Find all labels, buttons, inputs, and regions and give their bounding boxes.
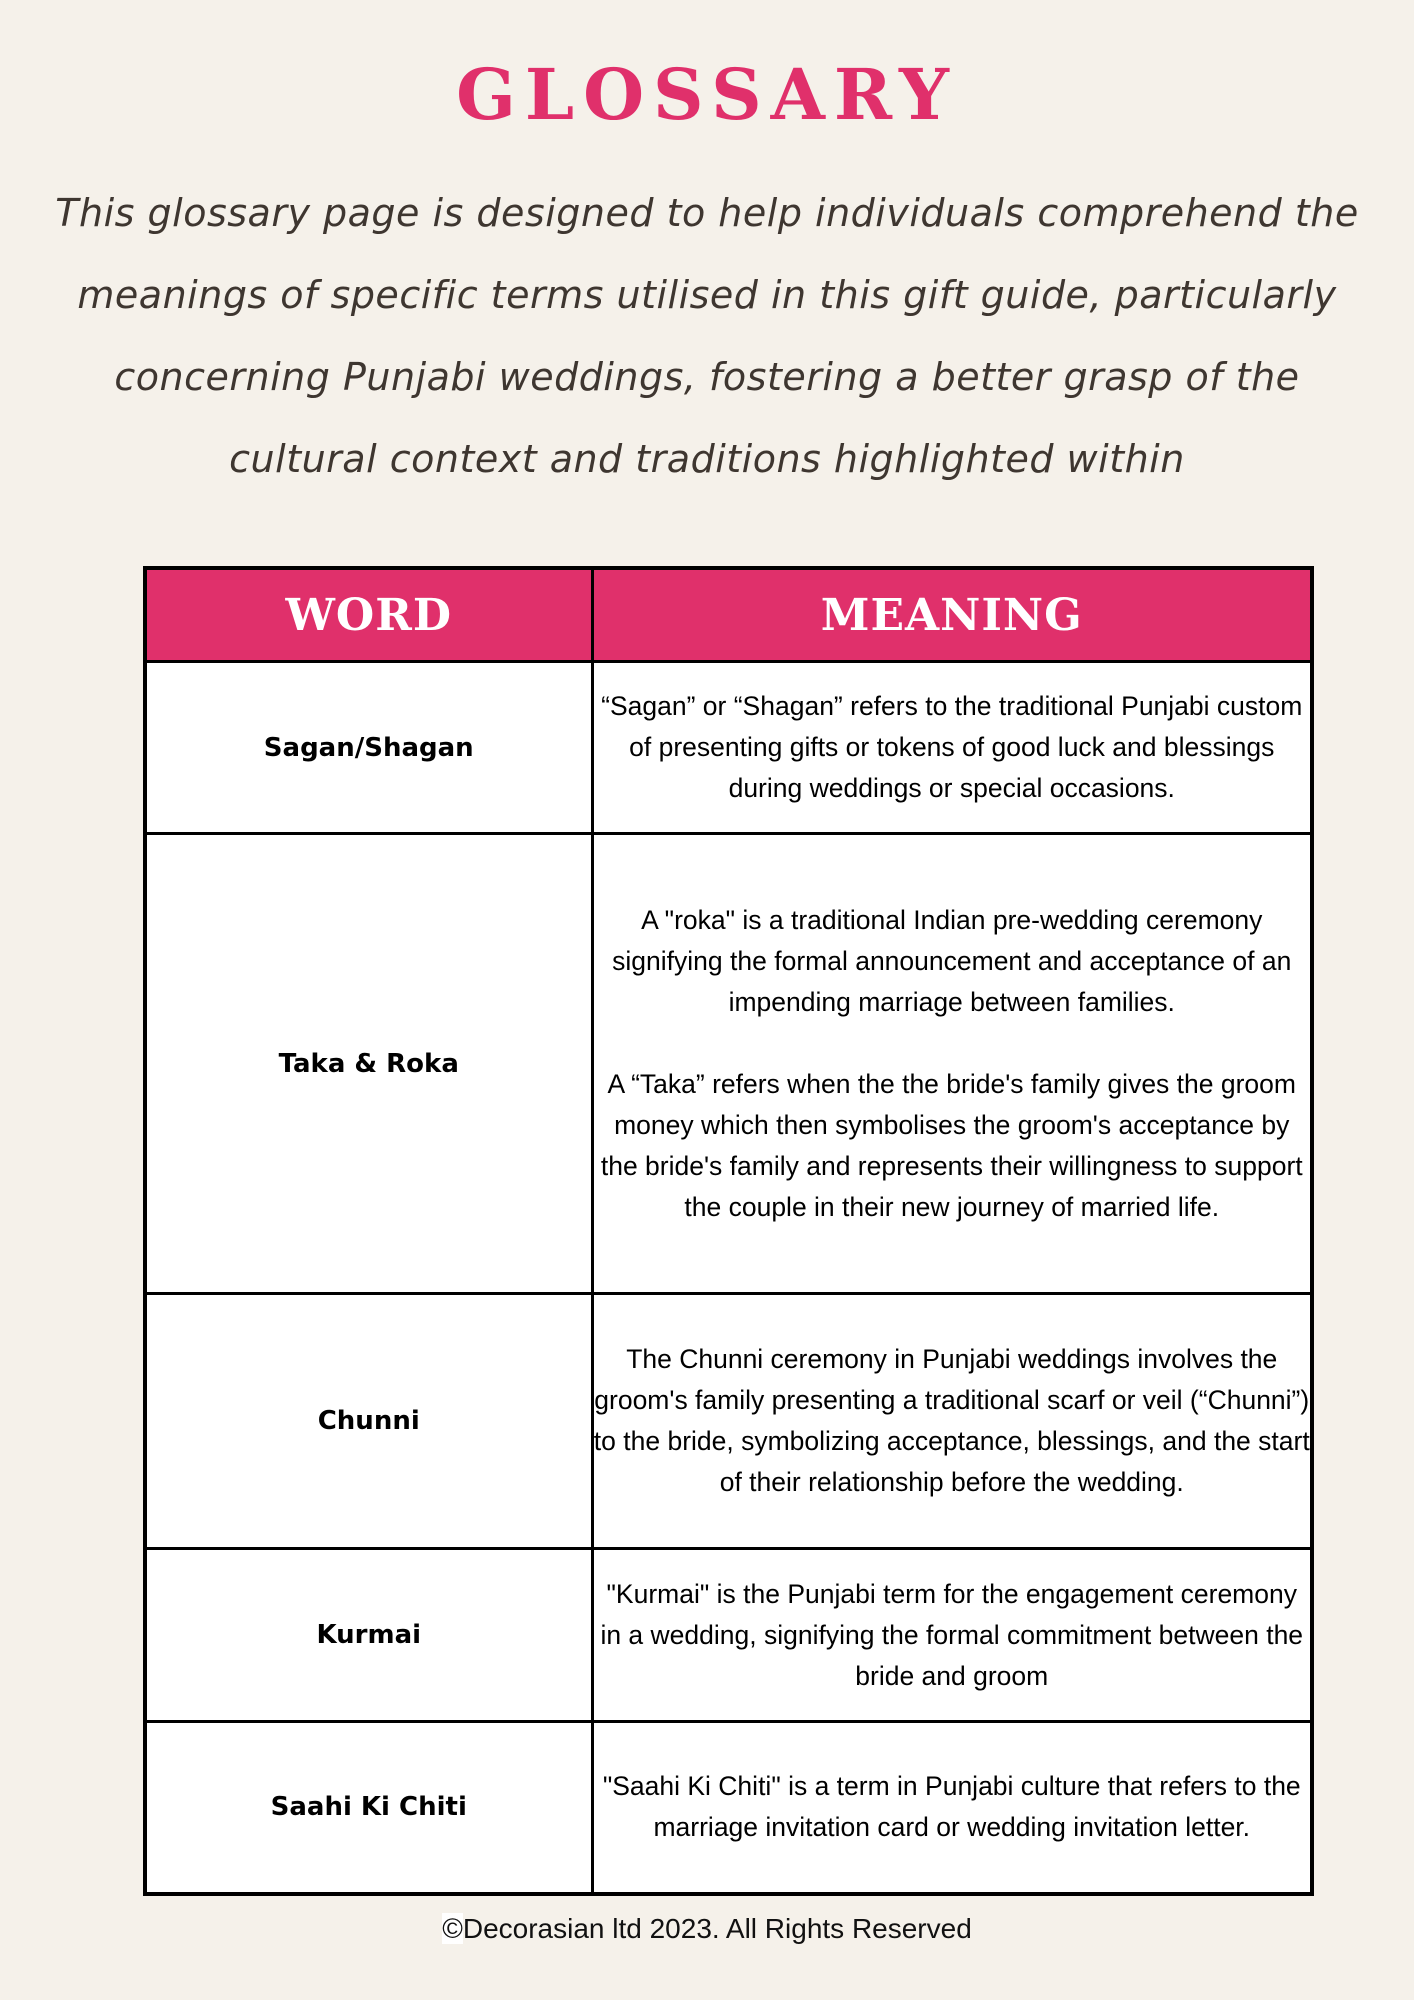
meaning-text: A "roka" is a traditional Indian pre-wedding ceremony signifying the formal announcement and acceptance of an impending marriage between families.: [612, 904, 1292, 1017]
table-row: [145, 662, 1312, 834]
meaning-cell: [592, 1722, 1312, 1894]
table-row: [145, 1722, 1312, 1894]
copyright-icon: ©: [442, 1913, 463, 1944]
word-cell: Taka & Roka: [145, 834, 592, 1294]
table-header-row: [145, 568, 1312, 662]
word-cell: Kurmai: [145, 1549, 592, 1722]
meaning-text: "Kurmai" is the Punjabi term for the engagement ceremony in a wedding, signifying the formal commitment between the bride and groom: [600, 1578, 1304, 1691]
word-cell: Sagan/Shagan: [145, 662, 592, 834]
table-row: [145, 1294, 1312, 1549]
meaning-text: “Sagan” or “Shagan” refers to the traditional Punjabi custom of presenting gifts or tokens of good luck and blessings during weddings or special occasions.: [601, 691, 1303, 803]
glossary-table: [143, 566, 1314, 1896]
meaning-text: "Saahi Ki Chiti" is a term in Punjabi culture that refers to the marriage invitation card or wedding invitation letter.: [602, 1771, 1301, 1843]
table-row: [145, 834, 1312, 1294]
meaning-cell: [592, 1294, 1312, 1549]
intro-paragraph: This glossary page is designed to help individuals comprehend the meanings of specific terms utilised in this gift guide, particularly concerning Punjabi weddings, fostering a better grasp of the cultural context and traditions highlighted within: [55, 191, 1359, 481]
copyright-text: Decorasian ltd 2023. All Rights Reserved: [462, 1913, 972, 1944]
header-word: WORD: [145, 568, 592, 662]
meaning-text: The Chunni ceremony in Punjabi weddings involves the groom's family presenting a traditional scarf or veil (“Chunni”) to the bride, symbolizing acceptance, blessings, and the start of their relationship before the wedding.: [593, 1344, 1310, 1497]
header-meaning: MEANING: [592, 568, 1312, 662]
page-title: GLOSSARY: [456, 53, 958, 136]
word-cell: Chunni: [145, 1294, 592, 1549]
word-cell: Saahi Ki Chiti: [145, 1722, 592, 1894]
table-row: [145, 1549, 1312, 1722]
meaning-text: A “Taka” refers when the the bride's family gives the groom money which then symbolises the groom's acceptance by the bride's family and represents their willingness to support the couple in their new journey of married life.: [600, 1068, 1303, 1222]
meaning-cell: [592, 662, 1312, 834]
meaning-cell: [592, 834, 1312, 1294]
meaning-cell: [592, 1549, 1312, 1722]
copyright-footer: [0, 1913, 1414, 1945]
